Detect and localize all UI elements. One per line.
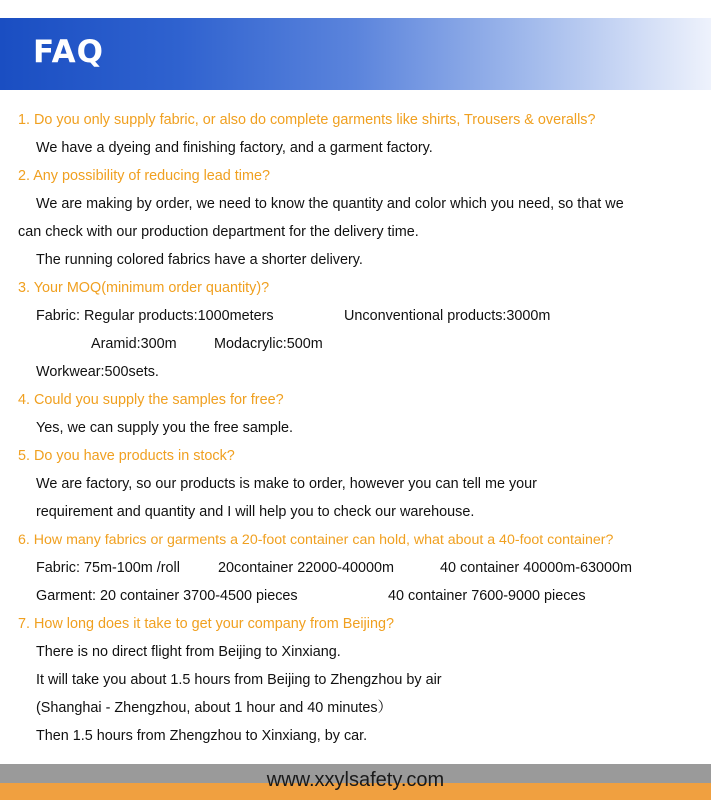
banner-title: FAQ xyxy=(33,34,104,70)
faq-answer-3-regular: Fabric: Regular products:1000meters xyxy=(36,308,274,324)
faq-answer-2-line-3: The running colored fabrics have a shorter delivery. xyxy=(36,252,363,268)
faq-question-5: 5. Do you have products in stock? xyxy=(18,448,235,464)
faq-answer-6-fabric-40ft: 40 container 40000m-63000m xyxy=(440,560,633,576)
faq-answer-1-line-1: We have a dyeing and finishing factory, and a garment factory. xyxy=(36,140,433,156)
faq-question-4: 4. Could you supply the samples for free? xyxy=(18,392,284,408)
faq-answer-6-garment-20ft: Garment: 20 container 3700-4500 pieces xyxy=(36,588,298,604)
faq-answer-7-line-1: There is no direct flight from Beijing to Xinxiang. xyxy=(36,644,341,660)
faq-question-1: 1. Do you only supply fabric, or also do complete garments like shirts, Trousers & overalls? xyxy=(18,112,596,128)
faq-answer-7-line-3: (Shanghai - Zhengzhou, about 1 hour and 40 minutes） xyxy=(36,700,393,716)
faq-answer-5-line-2: requirement and quantity and I will help you to check our warehouse. xyxy=(36,504,475,520)
faq-answer-4-line-1: Yes, we can supply you the free sample. xyxy=(36,420,294,436)
faq-answer-6-garment-40ft: 40 container 7600-9000 pieces xyxy=(388,588,586,604)
faq-question-3: 3. Your MOQ(minimum order quantity)? xyxy=(18,280,270,296)
faq-answer-2-line-2: can check with our production department for the delivery time. xyxy=(18,224,419,240)
website-url: www.xxylsafety.com xyxy=(266,769,445,791)
faq-question-2: 2. Any possibility of reducing lead time? xyxy=(18,168,270,184)
faq-answer-3-workwear: Workwear:500sets. xyxy=(36,364,159,380)
faq-answer-7-line-4: Then 1.5 hours from Zhengzhou to Xinxiang, by car. xyxy=(36,728,368,744)
faq-answer-7-line-2: It will take you about 1.5 hours from Beijing to Zhengzhou by air xyxy=(36,672,442,688)
faq-banner xyxy=(0,18,711,90)
faq-answer-2-line-1: We are making by order, we need to know the quantity and color which you need, so that we xyxy=(36,196,624,212)
faq-answer-3-unconventional: Unconventional products:3000m xyxy=(344,308,551,324)
faq-answer-3-aramid: Aramid:300m xyxy=(91,336,177,352)
faq-question-7: 7. How long does it take to get your company from Beijing? xyxy=(18,616,394,632)
faq-question-6: 6. How many fabrics or garments a 20-foot container can hold, what about a 40-foot container? xyxy=(18,532,614,548)
faq-answer-6-fabric-20ft: 20container 22000-40000m xyxy=(218,560,395,576)
faq-answer-6-fabric-roll: Fabric: 75m-100m /roll xyxy=(36,560,180,576)
faq-answer-5-line-1: We are factory, so our products is make to order, however you can tell me your xyxy=(36,476,537,492)
faq-answer-3-modacrylic: Modacrylic:500m xyxy=(214,336,323,352)
